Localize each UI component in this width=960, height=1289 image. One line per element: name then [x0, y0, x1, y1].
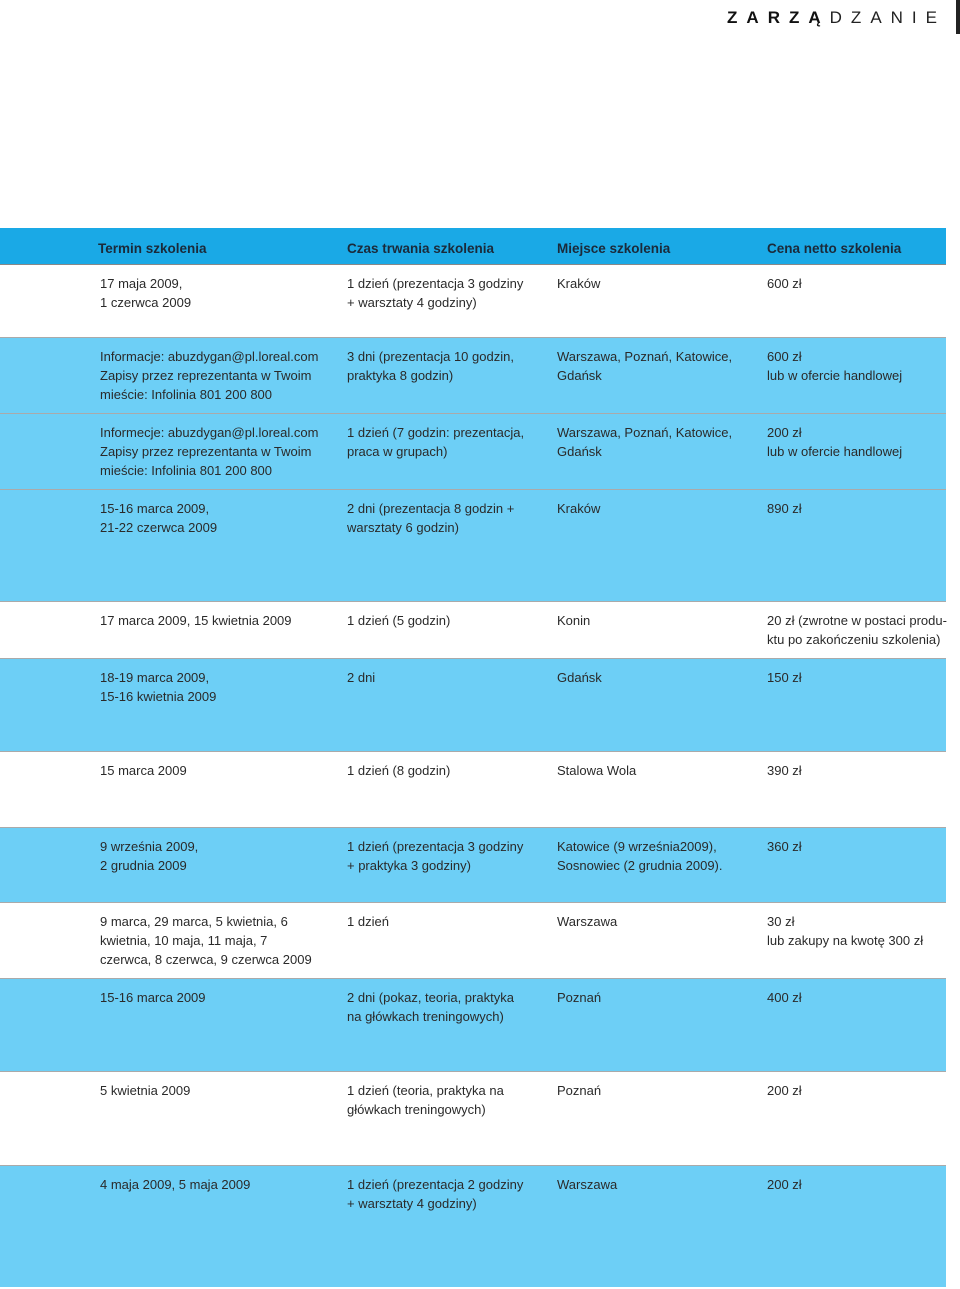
- cell-duration: 1 dzień (8 godzin): [347, 763, 451, 778]
- table-row: [0, 490, 946, 602]
- cell-date: 15-16 marca 2009, 21-22 czerwca 2009: [100, 501, 218, 535]
- cell-price: 200 zł: [767, 1177, 802, 1192]
- cell-duration: 2 dni (pokaz, teoria, praktyka na główkach treningowych): [347, 990, 514, 1024]
- masthead-light: DZANIE: [829, 8, 946, 27]
- cell-duration: 1 dzień (prezentacja 3 godziny + praktyka 3 godziny): [347, 839, 524, 873]
- masthead-bold: ZARZĄ: [727, 8, 830, 27]
- table-row: [0, 828, 946, 903]
- cell-duration: 1 dzień (5 godzin): [347, 613, 451, 628]
- cell-price: 890 zł: [767, 501, 802, 516]
- cell-price: 600 zł lub w ofercie handlowej: [767, 349, 903, 383]
- cell-location: Warszawa, Poznań, Katowice, Gdańsk: [557, 425, 733, 459]
- cell-date: 5 kwietnia 2009: [100, 1083, 191, 1098]
- table-row: [0, 338, 946, 414]
- table-row: [0, 414, 946, 490]
- cell-location: Kraków: [557, 276, 601, 291]
- table-row: [0, 1072, 946, 1166]
- header-price: Cena netto szkolenia: [767, 241, 902, 256]
- cell-duration: 1 dzień (prezentacja 2 godziny + warsztaty 4 godziny): [347, 1177, 524, 1211]
- cell-location: Warszawa: [557, 914, 618, 929]
- cell-price: 150 zł: [767, 670, 802, 685]
- cell-location: Gdańsk: [557, 670, 602, 685]
- cell-price: 400 zł: [767, 990, 802, 1005]
- cell-duration: 1 dzień (7 godzin: prezentacja, praca w grupach): [347, 425, 525, 459]
- training-table: [0, 228, 946, 1287]
- cell-date: 17 maja 2009, 1 czerwca 2009: [100, 276, 192, 310]
- cell-location: Poznań: [557, 1083, 602, 1098]
- cell-location: Katowice (9 września2009), Sosnowiec (2 grudnia 2009).: [557, 839, 723, 873]
- table-row: [0, 659, 946, 752]
- cell-date: 18-19 marca 2009, 15-16 kwietnia 2009: [100, 670, 217, 704]
- cell-duration: 1 dzień (teoria, praktyka na główkach treningowych): [347, 1083, 504, 1117]
- cell-location: Warszawa, Poznań, Katowice, Gdańsk: [557, 349, 733, 383]
- cell-date: 15 marca 2009: [100, 763, 187, 778]
- table-row: [0, 903, 946, 979]
- cell-date: Informacje: abuzdygan@pl.loreal.com Zapisy przez reprezentanta w Twoim mieście: Infolinia 801 200 800: [100, 349, 319, 402]
- cell-price: 600 zł: [767, 276, 802, 291]
- table-row: [0, 1166, 946, 1287]
- cell-price: 30 zł lub zakupy na kwotę 300 zł: [767, 914, 924, 948]
- header-location: Miejsce szkolenia: [557, 241, 671, 256]
- cell-duration: 2 dni: [347, 670, 376, 685]
- cell-location: Warszawa: [557, 1177, 618, 1192]
- table-row: [0, 265, 946, 338]
- cell-price: 20 zł (zwrotne w postaci produ- ktu po zakończeniu szkolenia): [767, 613, 947, 647]
- cell-location: Konin: [557, 613, 591, 628]
- table-row: [0, 752, 946, 828]
- cell-price: 200 zł: [767, 1083, 802, 1098]
- cell-date: 17 marca 2009, 15 kwietnia 2009: [100, 613, 292, 628]
- cell-duration: 1 dzień: [347, 914, 389, 929]
- cell-duration: 2 dni (prezentacja 8 godzin + warsztaty 6 godzin): [347, 501, 515, 535]
- edge-marker: [956, 0, 960, 34]
- cell-location: Stalowa Wola: [557, 763, 637, 778]
- cell-date: Informecje: abuzdygan@pl.loreal.com Zapisy przez reprezentanta w Twoim mieście: Infolinia 801 200 800: [100, 425, 319, 478]
- cell-location: Poznań: [557, 990, 602, 1005]
- cell-price: 360 zł: [767, 839, 802, 854]
- cell-date: 9 marca, 29 marca, 5 kwietnia, 6 kwietnia, 10 maja, 11 maja, 7 czerwca, 8 czerwca, 9 czerwca 2009: [100, 914, 312, 967]
- cell-date: 15-16 marca 2009: [100, 990, 206, 1005]
- header-date: Termin szkolenia: [98, 241, 207, 256]
- cell-location: Kraków: [557, 501, 601, 516]
- cell-date: 9 września 2009, 2 grudnia 2009: [100, 839, 199, 873]
- cell-duration: 3 dni (prezentacja 10 godzin, praktyka 8 godzin): [347, 349, 514, 383]
- cell-price: 390 zł: [767, 763, 802, 778]
- cell-duration: 1 dzień (prezentacja 3 godziny + warsztaty 4 godziny): [347, 276, 524, 310]
- table-header: [0, 228, 946, 265]
- cell-price: 200 zł lub w ofercie handlowej: [767, 425, 903, 459]
- table-row: [0, 602, 946, 659]
- table-row: [0, 979, 946, 1072]
- masthead-title: [727, 8, 946, 28]
- header-duration: Czas trwania szkolenia: [347, 241, 495, 256]
- cell-date: 4 maja 2009, 5 maja 2009: [100, 1177, 251, 1192]
